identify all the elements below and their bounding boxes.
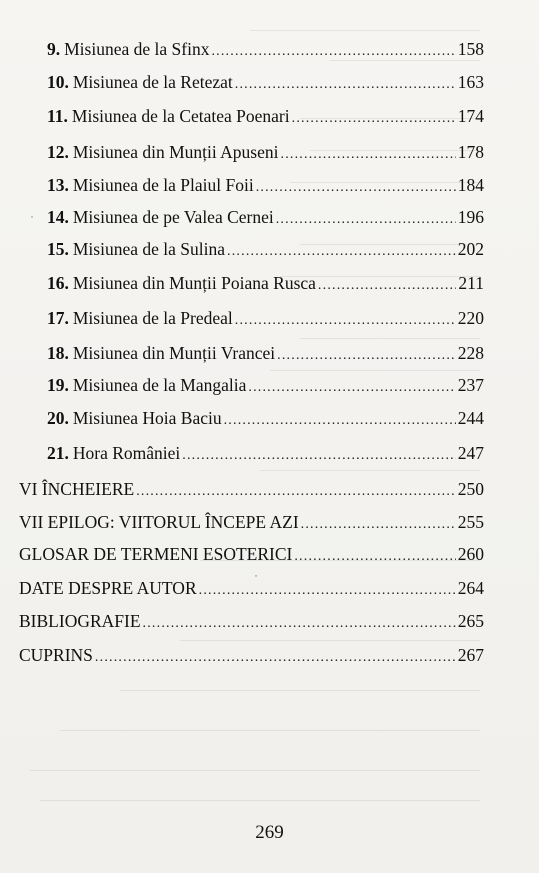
entry-title: Misiunea de la Predeal bbox=[72, 308, 233, 328]
entry-page: 158 bbox=[457, 39, 484, 59]
entry-number: 10. bbox=[47, 72, 69, 92]
entry-title: Misiunea de la Sulina bbox=[72, 239, 226, 259]
print-speck: ˙ bbox=[254, 572, 258, 586]
section-page: 260 bbox=[457, 544, 484, 564]
entry-page: 178 bbox=[457, 142, 484, 162]
entry-page: 247 bbox=[457, 443, 484, 463]
entry-page: 228 bbox=[457, 343, 484, 363]
section-page: 265 bbox=[457, 611, 484, 631]
entry-page: 184 bbox=[457, 175, 484, 195]
entry-number: 15. bbox=[47, 239, 69, 259]
section-title: DATE DESPRE AUTOR bbox=[19, 578, 197, 598]
toc-entry bbox=[47, 442, 484, 464]
dot-leader bbox=[199, 580, 456, 602]
print-speck: ˙ bbox=[30, 213, 34, 227]
dot-leader bbox=[276, 209, 456, 231]
entry-number: 16. bbox=[47, 273, 69, 293]
entry-page: 196 bbox=[457, 207, 484, 227]
entry-page: 163 bbox=[457, 72, 484, 92]
toc-section bbox=[19, 644, 484, 666]
toc-entry bbox=[47, 342, 484, 364]
dot-leader bbox=[224, 410, 456, 432]
entry-title: Misiunea de la Plaiul Foii bbox=[72, 175, 254, 195]
entry-title: Misiunea de pe Valea Cernei bbox=[72, 207, 274, 227]
dot-leader bbox=[301, 514, 456, 536]
section-page: 267 bbox=[457, 645, 484, 665]
section-page: 250 bbox=[457, 479, 484, 499]
entry-page: 174 bbox=[457, 106, 484, 126]
dot-leader bbox=[318, 275, 456, 297]
dot-leader bbox=[281, 144, 456, 166]
entry-title: Misiunea din Munții Vrancei bbox=[72, 343, 276, 363]
toc-entry bbox=[47, 206, 484, 228]
dot-leader bbox=[248, 377, 455, 399]
entry-title: Misiunea de la Cetatea Poenari bbox=[71, 106, 290, 126]
toc-section bbox=[19, 511, 484, 533]
dot-leader bbox=[256, 177, 456, 199]
entry-number: 19. bbox=[47, 375, 69, 395]
toc-entry bbox=[47, 374, 484, 396]
entry-page: 211 bbox=[458, 273, 484, 293]
entry-page: 220 bbox=[457, 308, 484, 328]
toc-section bbox=[19, 543, 484, 565]
section-page: 264 bbox=[457, 578, 484, 598]
dot-leader bbox=[211, 41, 455, 63]
entry-title: Misiunea din Munții Apuseni bbox=[72, 142, 279, 162]
dot-leader bbox=[235, 74, 456, 96]
entry-number: 12. bbox=[47, 142, 69, 162]
toc-entry bbox=[47, 238, 484, 260]
section-title: VII EPILOG: VIITORUL ÎNCEPE AZI bbox=[19, 512, 299, 532]
dot-leader bbox=[143, 613, 456, 635]
section-page: 255 bbox=[457, 512, 484, 532]
toc-entry bbox=[47, 407, 484, 429]
section-title: GLOSAR DE TERMENI ESOTERICI bbox=[19, 544, 293, 564]
toc-entry bbox=[47, 307, 484, 329]
dot-leader bbox=[136, 481, 456, 503]
entry-title: Misiunea de la Sfinx bbox=[64, 39, 210, 59]
entry-number: 20. bbox=[47, 408, 69, 428]
toc-entry bbox=[47, 38, 484, 60]
toc-entry bbox=[47, 174, 484, 196]
entry-number: 21. bbox=[47, 443, 69, 463]
entry-number: 9. bbox=[47, 39, 61, 59]
dot-leader bbox=[182, 445, 455, 467]
entry-title: Misiunea de la Mangalia bbox=[72, 375, 247, 395]
toc-section bbox=[19, 478, 484, 500]
section-title: CUPRINS bbox=[19, 645, 93, 665]
entry-title: Misiunea de la Retezat bbox=[72, 72, 233, 92]
entry-page: 237 bbox=[457, 375, 484, 395]
toc-entry bbox=[47, 272, 484, 294]
dot-leader bbox=[294, 546, 455, 568]
toc-entry bbox=[47, 105, 484, 127]
entry-page: 244 bbox=[457, 408, 484, 428]
entry-number: 14. bbox=[47, 207, 69, 227]
dot-leader bbox=[277, 345, 456, 367]
entry-number: 17. bbox=[47, 308, 69, 328]
toc-entry bbox=[47, 71, 484, 93]
entry-page: 202 bbox=[457, 239, 484, 259]
entry-title: Misiunea din Munții Poiana Rusca bbox=[72, 273, 316, 293]
toc-section bbox=[19, 610, 484, 632]
dot-leader bbox=[235, 310, 456, 332]
dot-leader bbox=[227, 241, 456, 263]
entry-number: 13. bbox=[47, 175, 69, 195]
section-title: VI ÎNCHEIERE bbox=[19, 479, 135, 499]
toc-entry bbox=[47, 141, 484, 163]
dot-leader bbox=[292, 108, 456, 130]
entry-number: 11. bbox=[47, 106, 68, 126]
toc-section bbox=[19, 577, 484, 599]
entry-title: Hora României bbox=[72, 443, 181, 463]
section-title: BIBLIOGRAFIE bbox=[19, 611, 141, 631]
entry-number: 18. bbox=[47, 343, 69, 363]
page-number: 269 bbox=[255, 822, 284, 843]
entry-title: Misiunea Hoia Baciu bbox=[72, 408, 222, 428]
dot-leader bbox=[95, 647, 456, 669]
